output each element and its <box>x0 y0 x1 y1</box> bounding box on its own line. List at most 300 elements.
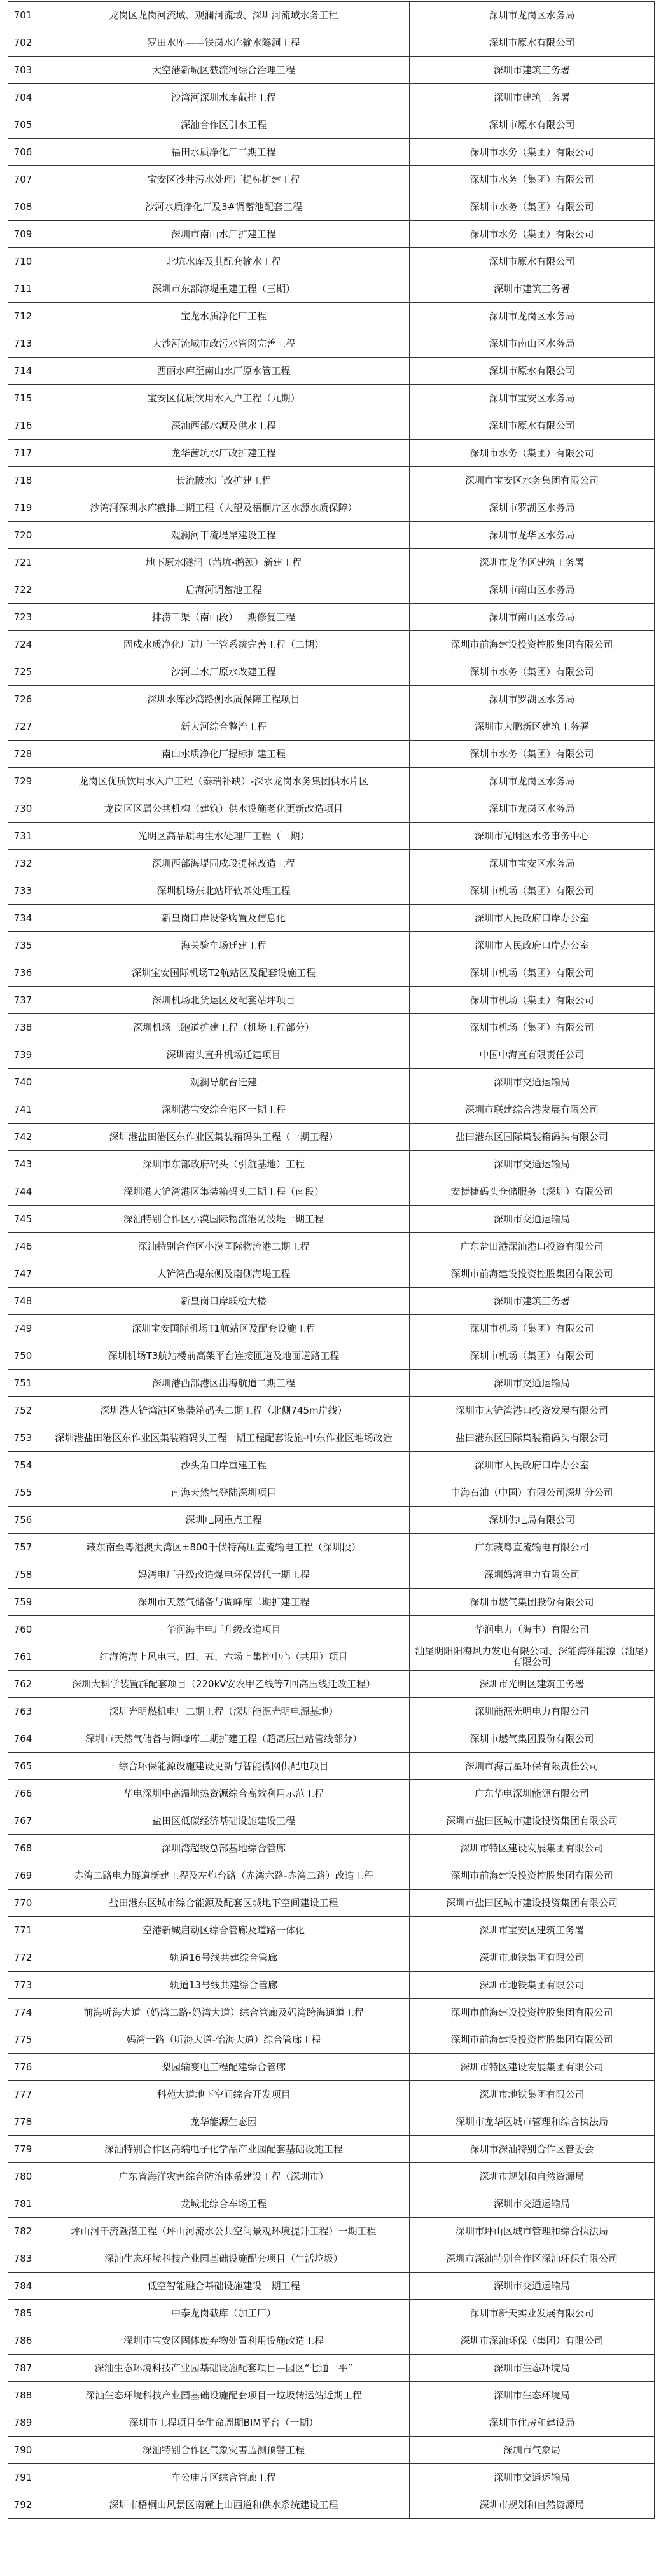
project-name-cell: 观澜河干流堤岸建设工程 <box>38 522 410 549</box>
table-row <box>8 1342 655 1370</box>
row-number: 745 <box>8 1206 38 1233</box>
row-number: 724 <box>8 631 38 658</box>
owner-unit-cell: 深圳市机场（集团）有限公司 <box>410 987 655 1014</box>
owner-unit-cell: 深圳市机场（集团）有限公司 <box>410 1342 655 1370</box>
row-number: 772 <box>8 1944 38 1972</box>
owner-unit-cell: 深圳市水务（集团）有限公司 <box>410 440 655 467</box>
row-number: 706 <box>8 139 38 166</box>
table-row <box>8 193 655 221</box>
owner-unit-cell: 深圳市盐田区城市建设投资集团有限公司 <box>410 1890 655 1917</box>
row-number: 762 <box>8 1671 38 1698</box>
table-row <box>8 850 655 877</box>
project-name-cell: 宝龙水质净化厂工程 <box>38 303 410 330</box>
project-name-cell: 赤湾二路电力隧道新建工程及左炮台路（赤湾六路-赤湾二路）改造工程 <box>38 1862 410 1890</box>
project-name-cell: 华润海丰电厂升级改造项目 <box>38 1616 410 1643</box>
row-number: 732 <box>8 850 38 877</box>
table-row <box>8 2108 655 2136</box>
row-number: 716 <box>8 412 38 440</box>
row-number: 755 <box>8 1479 38 1507</box>
owner-unit-cell: 中国中海直有限责任公司 <box>410 1041 655 1069</box>
project-name-cell: 龙城北综合车场工程 <box>38 2190 410 2218</box>
table-row <box>8 84 655 111</box>
table-row <box>8 604 655 631</box>
table-row <box>8 795 655 823</box>
owner-unit-cell: 深圳市规划和自然资源局 <box>410 2491 655 2519</box>
project-name-cell: 西丽水库至南山水厂原水管工程 <box>38 358 410 385</box>
table-row <box>8 1206 655 1233</box>
owner-unit-cell: 深圳市盐田区城市建设投资集团有限公司 <box>410 1807 655 1835</box>
table-row <box>8 1616 655 1643</box>
owner-unit-cell: 深圳市气象局 <box>410 2437 655 2464</box>
row-number: 715 <box>8 385 38 412</box>
project-name-cell: 科苑大道地下空间综合开发项目 <box>38 2081 410 2108</box>
project-name-cell: 深圳机场T3航站楼前高架平台连接匝道及地面道路工程 <box>38 1342 410 1370</box>
table-row <box>8 275 655 303</box>
owner-unit-cell: 深圳市龙华区水务局 <box>410 522 655 549</box>
project-name-cell: 深汕特别合作区小漠国际物流港防波堤一期工程 <box>38 1206 410 1233</box>
row-number: 769 <box>8 1862 38 1890</box>
owner-unit-cell: 深圳市交通运输局 <box>410 2273 655 2300</box>
project-name-cell: 沙河水质净化厂及3#调蓄池配套工程 <box>38 193 410 221</box>
row-number: 725 <box>8 658 38 686</box>
table-row <box>8 2491 655 2519</box>
owner-unit-cell: 深圳市罗湖区水务局 <box>410 494 655 522</box>
project-name-cell: 深圳光明燃机电厂二期工程（深圳能源光明电源基地） <box>38 1698 410 1725</box>
owner-unit-cell: 深圳市交通运输局 <box>410 1151 655 1178</box>
row-number: 750 <box>8 1342 38 1370</box>
row-number: 726 <box>8 686 38 713</box>
table-row <box>8 1124 655 1151</box>
owner-unit-cell: 深圳市新天实业发展有限公司 <box>410 2300 655 2327</box>
project-name-cell: 深圳宝安国际机场T1航站区及配套设施工程 <box>38 1315 410 1342</box>
owner-unit-cell: 深圳市光明区建筑工务署 <box>410 1671 655 1698</box>
owner-unit-cell: 深圳市深汕环保（集团）有限公司 <box>410 2327 655 2355</box>
table-row <box>8 1862 655 1890</box>
owner-unit-cell: 深圳市大鹏新区建筑工务署 <box>410 713 655 741</box>
row-number: 739 <box>8 1041 38 1069</box>
project-name-cell: 深圳机场东北站坪软基处理工程 <box>38 877 410 905</box>
row-number: 777 <box>8 2081 38 2108</box>
project-name-cell: 广东省海洋灾害综合防治体系建设工程（深圳市） <box>38 2163 410 2190</box>
table-row <box>8 29 655 57</box>
owner-unit-cell: 深圳市水务（集团）有限公司 <box>410 658 655 686</box>
table-row <box>8 959 655 987</box>
table-row <box>8 303 655 330</box>
owner-unit-cell: 深圳市水务（集团）有限公司 <box>410 221 655 248</box>
row-number: 708 <box>8 193 38 221</box>
row-number: 709 <box>8 221 38 248</box>
row-number: 774 <box>8 1999 38 2026</box>
table-row <box>8 2245 655 2273</box>
owner-unit-cell: 深圳市罗湖区水务局 <box>410 686 655 713</box>
project-name-cell: 深圳宝安国际机场T2航站区及配套设施工程 <box>38 959 410 987</box>
owner-unit-cell: 深圳市交通运输局 <box>410 1206 655 1233</box>
owner-unit-cell: 深圳市大铲湾港口投资发展有限公司 <box>410 1397 655 1424</box>
table-body <box>8 2 655 2519</box>
table-row <box>8 1260 655 1288</box>
row-number: 711 <box>8 275 38 303</box>
owner-unit-cell: 深圳市建筑工务署 <box>410 275 655 303</box>
owner-unit-cell: 深圳市水务（集团）有限公司 <box>410 139 655 166</box>
owner-unit-cell: 深圳市原水有限公司 <box>410 248 655 275</box>
project-name-cell: 深圳港宝安综合港区一期工程 <box>38 1096 410 1124</box>
project-name-cell: 深汕特别合作区高端电子化学品产业园配套基础设施工程 <box>38 2136 410 2163</box>
table-row <box>8 1151 655 1178</box>
row-number: 751 <box>8 1370 38 1397</box>
row-number: 736 <box>8 959 38 987</box>
project-name-cell: 沙头角口岸重建工程 <box>38 1452 410 1479</box>
row-number: 713 <box>8 330 38 358</box>
project-name-cell: 排涝干渠（南山段）一期修复工程 <box>38 604 410 631</box>
table-row <box>8 2409 655 2437</box>
table-row <box>8 549 655 576</box>
project-name-cell: 新皇岗口岸设备购置及信息化 <box>38 905 410 932</box>
project-name-cell: 红海湾海上风电三、四、五、六场上集控中心（共用）项目 <box>38 1643 410 1671</box>
table-row <box>8 248 655 275</box>
table-row <box>8 1014 655 1041</box>
owner-unit-cell: 深圳市人民政府口岸办公室 <box>410 905 655 932</box>
table-row <box>8 1753 655 1780</box>
row-number: 776 <box>8 2054 38 2081</box>
table-row <box>8 2437 655 2464</box>
table-row <box>8 2382 655 2409</box>
row-number: 782 <box>8 2218 38 2245</box>
owner-unit-cell: 盐田港东区国际集装箱码头有限公司 <box>410 1124 655 1151</box>
table-row <box>8 1452 655 1479</box>
project-name-cell: 长流陂水厂改扩建工程 <box>38 467 410 494</box>
table-row <box>8 2464 655 2491</box>
owner-unit-cell: 深圳市前海建设投资控股集团有限公司 <box>410 1260 655 1288</box>
owner-unit-cell: 深圳市水务（集团）有限公司 <box>410 741 655 768</box>
table-row <box>8 2081 655 2108</box>
owner-unit-cell: 广东藏粤直流输电有限公司 <box>410 1534 655 1561</box>
project-name-cell: 大铲湾凸堤东侧及南侧海堤工程 <box>38 1260 410 1288</box>
row-number: 758 <box>8 1561 38 1589</box>
project-name-cell: 沙湾河深圳水库截排工程 <box>38 84 410 111</box>
table-row <box>8 221 655 248</box>
table-row <box>8 1288 655 1315</box>
row-number: 731 <box>8 823 38 850</box>
table-row <box>8 1698 655 1725</box>
project-name-cell: 龙岗区龙岗河流域、观澜河流域、深圳河流域水务工程 <box>38 2 410 29</box>
row-number: 707 <box>8 166 38 193</box>
table-row <box>8 1835 655 1862</box>
project-name-cell: 盐田区低碳经济基础设施建设工程 <box>38 1807 410 1835</box>
row-number: 764 <box>8 1725 38 1753</box>
row-number: 773 <box>8 1972 38 1999</box>
row-number: 752 <box>8 1397 38 1424</box>
table-row <box>8 1069 655 1096</box>
project-name-cell: 罗田水库——铁岗水库输水隧洞工程 <box>38 29 410 57</box>
project-name-cell: 深圳港大铲湾港区集装箱码头二期工程（南段） <box>38 1178 410 1206</box>
table-row <box>8 2273 655 2300</box>
table-row <box>8 1643 655 1671</box>
table-row <box>8 412 655 440</box>
project-table <box>8 1 655 2519</box>
table-row <box>8 2300 655 2327</box>
project-name-cell: 深圳机场三跑道扩建工程（机场工程部分） <box>38 1014 410 1041</box>
row-number: 790 <box>8 2437 38 2464</box>
owner-unit-cell: 深圳市地铁集团有限公司 <box>410 2081 655 2108</box>
row-number: 771 <box>8 1917 38 1944</box>
table-row <box>8 2026 655 2054</box>
project-name-cell: 龙华能源生态园 <box>38 2108 410 2136</box>
project-name-cell: 深圳港盐田港区东作业区集装箱码头工程（一期工程） <box>38 1124 410 1151</box>
table-row <box>8 522 655 549</box>
table-row <box>8 713 655 741</box>
project-name-cell: 低空智能融合基础设施建设一期工程 <box>38 2273 410 2300</box>
table-row <box>8 1507 655 1534</box>
owner-unit-cell: 深圳市深汕特别合作区管委会 <box>410 2136 655 2163</box>
owner-unit-cell: 深圳市龙岗区水务局 <box>410 2 655 29</box>
project-name-cell: 盐田港东区城市综合能源及配套区城地下空间建设工程 <box>38 1890 410 1917</box>
owner-unit-cell: 深圳市原水有限公司 <box>410 412 655 440</box>
row-number: 766 <box>8 1780 38 1807</box>
table-row <box>8 330 655 358</box>
project-name-cell: 宝安区沙井污水处理厂提标扩建工程 <box>38 166 410 193</box>
table-row <box>8 686 655 713</box>
row-number: 701 <box>8 2 38 29</box>
project-name-cell: 深汕合作区引水工程 <box>38 111 410 139</box>
owner-unit-cell: 深圳市龙华区建筑工务署 <box>410 549 655 576</box>
owner-unit-cell: 深圳市龙华区城市管理和综合执法局 <box>410 2108 655 2136</box>
table-row <box>8 1397 655 1424</box>
project-name-cell: 深圳水库沙湾路侧水质保障工程项目 <box>38 686 410 713</box>
owner-unit-cell: 深圳市龙岗区水务局 <box>410 303 655 330</box>
row-number: 781 <box>8 2190 38 2218</box>
table-row <box>8 1890 655 1917</box>
project-name-cell: 深汕生态环境科技产业园基础设施配套项目—园区“七通一平” <box>38 2355 410 2382</box>
row-number: 737 <box>8 987 38 1014</box>
table-row <box>8 905 655 932</box>
project-name-cell: 新皇岗口岸联检大楼 <box>38 1288 410 1315</box>
project-name-cell: 车公庙片区综合管廊工程 <box>38 2464 410 2491</box>
row-number: 723 <box>8 604 38 631</box>
row-number: 767 <box>8 1807 38 1835</box>
row-number: 719 <box>8 494 38 522</box>
project-name-cell: 深圳市南山水厂扩建工程 <box>38 221 410 248</box>
row-number: 712 <box>8 303 38 330</box>
row-number: 754 <box>8 1452 38 1479</box>
table-row <box>8 1178 655 1206</box>
owner-unit-cell: 深圳市机场（集团）有限公司 <box>410 1315 655 1342</box>
table-row <box>8 111 655 139</box>
row-number: 787 <box>8 2355 38 2382</box>
owner-unit-cell: 深圳市地铁集团有限公司 <box>410 1972 655 1999</box>
project-name-cell: 南山水质净化厂提标扩建工程 <box>38 741 410 768</box>
row-number: 775 <box>8 2026 38 2054</box>
owner-unit-cell: 深圳市生态环境局 <box>410 2382 655 2409</box>
project-name-cell: 大空港新城区截流河综合治理工程 <box>38 57 410 84</box>
table-row <box>8 1780 655 1807</box>
table-row <box>8 987 655 1014</box>
row-number: 714 <box>8 358 38 385</box>
project-name-cell: 深汕生态环境科技产业园基础设施配套项目一垃圾转运站近期工程 <box>38 2382 410 2409</box>
project-name-cell: 深圳市天然气储备与调峰库二期扩建工程（超高压出站管线部分） <box>38 1725 410 1753</box>
project-name-cell: 综合环保能源设施建设更新与智能微网供配电项目 <box>38 1753 410 1780</box>
table-row <box>8 1999 655 2026</box>
row-number: 721 <box>8 549 38 576</box>
row-number: 740 <box>8 1069 38 1096</box>
table-row <box>8 358 655 385</box>
project-name-cell: 深圳市天然气储备与调峰库二期扩建工程 <box>38 1589 410 1616</box>
table-row <box>8 741 655 768</box>
owner-unit-cell: 深圳市深汕特别合作区深汕环保有限公司 <box>410 2245 655 2273</box>
project-name-cell: 龙岗区优质饮用水入户工程（泰瑞补缺）-深水龙岗水务集团供水片区 <box>38 768 410 795</box>
owner-unit-cell: 深圳市南山区水务局 <box>410 330 655 358</box>
owner-unit-cell: 深圳市建筑工务署 <box>410 1288 655 1315</box>
row-number: 792 <box>8 2491 38 2519</box>
project-name-cell: 深圳湾超级总部基地综合管廊 <box>38 1835 410 1862</box>
project-name-cell: 深汕特别合作区气象灾害监测预警工程 <box>38 2437 410 2464</box>
table-row <box>8 2163 655 2190</box>
row-number: 738 <box>8 1014 38 1041</box>
project-name-cell: 观澜导航台迁建 <box>38 1069 410 1096</box>
owner-unit-cell: 深圳市前海建设投资控股集团有限公司 <box>410 1862 655 1890</box>
row-number: 702 <box>8 29 38 57</box>
row-number: 763 <box>8 1698 38 1725</box>
row-number: 748 <box>8 1288 38 1315</box>
project-name-cell: 轨道16号线共建综合管廊 <box>38 1944 410 1972</box>
row-number: 768 <box>8 1835 38 1862</box>
project-name-cell: 华电深圳中高温地热资源综合高效利用示范工程 <box>38 1780 410 1807</box>
row-number: 753 <box>8 1424 38 1452</box>
owner-unit-cell: 深圳市人民政府口岸办公室 <box>410 1452 655 1479</box>
row-number: 742 <box>8 1124 38 1151</box>
row-number: 785 <box>8 2300 38 2327</box>
row-number: 718 <box>8 467 38 494</box>
row-number: 728 <box>8 741 38 768</box>
row-number: 729 <box>8 768 38 795</box>
table-row <box>8 2327 655 2355</box>
project-name-cell: 深圳大科学装置群配套项目（220kV安农甲乙线等7回高压线迁改工程） <box>38 1671 410 1698</box>
row-number: 746 <box>8 1233 38 1260</box>
project-name-cell: 深圳电网重点工程 <box>38 1507 410 1534</box>
owner-unit-cell: 深圳市宝安区建筑工务署 <box>410 1917 655 1944</box>
table-row <box>8 2054 655 2081</box>
table-row <box>8 1725 655 1753</box>
row-number: 710 <box>8 248 38 275</box>
project-name-cell: 深圳南头直升机场迁建项目 <box>38 1041 410 1069</box>
table-row <box>8 1589 655 1616</box>
owner-unit-cell: 深圳市建筑工务署 <box>410 57 655 84</box>
owner-unit-cell: 深圳市宝安区水务局 <box>410 850 655 877</box>
owner-unit-cell: 华润电力（海丰）有限公司 <box>410 1616 655 1643</box>
owner-unit-cell: 深圳市龙岗区水务局 <box>410 795 655 823</box>
project-name-cell: 大沙河流域市政污水管网完善工程 <box>38 330 410 358</box>
owner-unit-cell: 深圳市前海建设投资控股集团有限公司 <box>410 631 655 658</box>
owner-unit-cell: 深圳市宝安区水务局 <box>410 385 655 412</box>
row-number: 761 <box>8 1643 38 1671</box>
owner-unit-cell: 安捷捷码头仓储服务（深圳）有限公司 <box>410 1178 655 1206</box>
owner-unit-cell: 深圳市南山区水务局 <box>410 604 655 631</box>
owner-unit-cell: 深圳市交通运输局 <box>410 1370 655 1397</box>
project-name-cell: 深汕特别合作区小漠国际物流港二期工程 <box>38 1233 410 1260</box>
table-row <box>8 823 655 850</box>
row-number: 743 <box>8 1151 38 1178</box>
project-name-cell: 深圳港大铲湾港区集装箱码头二期工程（北侧745m岸线） <box>38 1397 410 1424</box>
table-row <box>8 1096 655 1124</box>
row-number: 770 <box>8 1890 38 1917</box>
project-name-cell: 中泰龙岗截库（加工厂） <box>38 2300 410 2327</box>
project-name-cell: 北坑水库及其配套输水工程 <box>38 248 410 275</box>
project-name-cell: 光明区高品质再生水处理厂工程（一期） <box>38 823 410 850</box>
table-row <box>8 1807 655 1835</box>
table-row <box>8 1534 655 1561</box>
project-name-cell: 藏东南至粤港澳大湾区±800千伏特高压直流输电工程（深圳段） <box>38 1534 410 1561</box>
row-number: 733 <box>8 877 38 905</box>
table-row <box>8 2218 655 2245</box>
row-number: 747 <box>8 1260 38 1288</box>
row-number: 778 <box>8 2108 38 2136</box>
table-row <box>8 494 655 522</box>
project-name-cell: 前海听海大道（妈湾二路-妈湾大道）综合管廊及妈湾跨海通道工程 <box>38 1999 410 2026</box>
table-row <box>8 932 655 959</box>
row-number: 791 <box>8 2464 38 2491</box>
owner-unit-cell: 深圳市水务（集团）有限公司 <box>410 193 655 221</box>
owner-unit-cell: 深圳市南山区水务局 <box>410 576 655 604</box>
table-row <box>8 1671 655 1698</box>
project-name-cell: 后海河调蓄池工程 <box>38 576 410 604</box>
table-row <box>8 440 655 467</box>
owner-unit-cell: 深圳市住房和建设局 <box>410 2409 655 2437</box>
table-row <box>8 1561 655 1589</box>
owner-unit-cell: 深圳市机场（集团）有限公司 <box>410 1014 655 1041</box>
row-number: 727 <box>8 713 38 741</box>
table-row <box>8 467 655 494</box>
table-row <box>8 57 655 84</box>
owner-unit-cell: 深圳市光明区水务事务中心 <box>410 823 655 850</box>
table-row <box>8 166 655 193</box>
project-name-cell: 梨园输变电工程配建综合管廊 <box>38 2054 410 2081</box>
project-name-cell: 沙湾河深圳水库截排二期工程（大望及梧桐片区水源水质保障） <box>38 494 410 522</box>
row-number: 735 <box>8 932 38 959</box>
owner-unit-cell: 深圳市机场（集团）有限公司 <box>410 877 655 905</box>
table-row <box>8 1370 655 1397</box>
table-row <box>8 2355 655 2382</box>
project-name-cell: 固戍水质净化厂进厂干管系统完善工程（二期） <box>38 631 410 658</box>
owner-unit-cell: 深圳能源光明电力有限公司 <box>410 1698 655 1725</box>
table-row <box>8 576 655 604</box>
project-name-cell: 深圳市东部政府码头（引航基地）工程 <box>38 1151 410 1178</box>
project-name-cell: 妈湾电厂升级改造煤电环保替代一期工程 <box>38 1561 410 1589</box>
row-number: 703 <box>8 57 38 84</box>
owner-unit-cell: 中海石油（中国）有限公司深圳分公司 <box>410 1479 655 1507</box>
project-name-cell: 南海天然气登陆深圳项目 <box>38 1479 410 1507</box>
owner-unit-cell: 深圳市前海建设投资控股集团有限公司 <box>410 2026 655 2054</box>
project-name-cell: 深圳市梧桐山风景区南麓上山西道和供水系统建设工程 <box>38 2491 410 2519</box>
table-row <box>8 1315 655 1342</box>
row-number: 717 <box>8 440 38 467</box>
row-number: 757 <box>8 1534 38 1561</box>
table-row <box>8 1944 655 1972</box>
owner-unit-cell: 深圳市原水有限公司 <box>410 29 655 57</box>
owner-unit-cell: 深圳市燃气集团股份有限公司 <box>410 1589 655 1616</box>
table-row <box>8 1424 655 1452</box>
row-number: 779 <box>8 2136 38 2163</box>
row-number: 705 <box>8 111 38 139</box>
project-name-cell: 轨道13号线共建综合管廊 <box>38 1972 410 1999</box>
owner-unit-cell: 深圳市宝安区水务集团有限公司 <box>410 467 655 494</box>
project-name-cell: 宝安区优质饮用水入户工程（九期） <box>38 385 410 412</box>
owner-unit-cell: 深圳市规划和自然资源局 <box>410 2163 655 2190</box>
table-row <box>8 139 655 166</box>
project-name-cell: 深圳市工程项目全生命周期BIM平台（一期） <box>38 2409 410 2437</box>
row-number: 789 <box>8 2409 38 2437</box>
table-row <box>8 1917 655 1944</box>
table-row <box>8 1479 655 1507</box>
table-row <box>8 2190 655 2218</box>
